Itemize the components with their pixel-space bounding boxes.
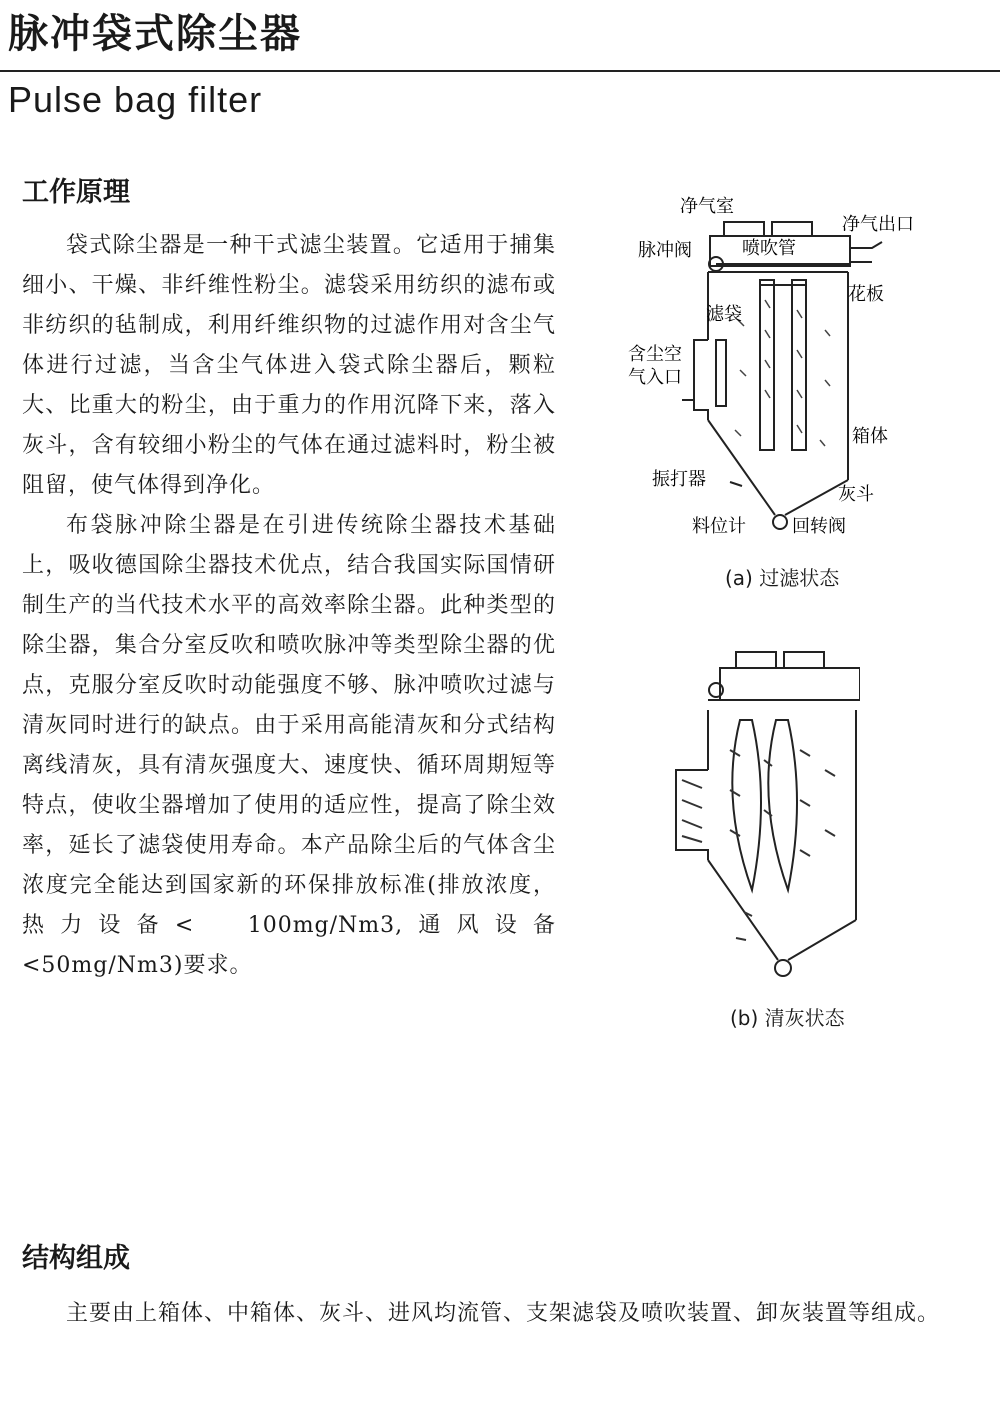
label-blow-pipe: 喷吹管 [742, 238, 796, 259]
label-clean-room: 净气室 [680, 196, 734, 217]
label-box: 箱体 [852, 426, 888, 447]
caption-cleaning-state: (b) 清灰状态 [730, 1006, 845, 1030]
label-level-meter: 料位计 [692, 516, 746, 537]
principle-text [22, 226, 556, 986]
diagram-filtering-state [620, 190, 920, 550]
label-rapper: 振打器 [652, 469, 706, 490]
section-heading-principle: 工作原理 [22, 177, 130, 208]
caption-filtering-state: (a) 过滤状态 [725, 566, 840, 590]
page-title: 脉冲袋式除尘器 [8, 11, 302, 57]
label-pulse-valve: 脉冲阀 [638, 240, 692, 261]
section-heading-structure: 结构组成 [22, 1243, 130, 1274]
diagram-cleaning-state [660, 640, 860, 980]
label-rotary-valve: 回转阀 [792, 516, 846, 537]
label-filter-bag: 滤袋 [706, 304, 742, 325]
label-tube-sheet: 花板 [848, 284, 884, 305]
label-clean-outlet: 净气出口 [842, 214, 914, 235]
principle-paragraph-1: 袋式除尘器是一种干式滤尘装置。它适用于捕集细小、干燥、非纤维性粉尘。滤袋采用纺织的滤布或非纺织的毡制成，利用纤维织物的过滤作用对含尘气体进行过滤，当含尘气体进入袋式除尘器后，颗粒大、比重大的粉尘，由于重力的作用沉降下来，落入灰斗，含有较细小粉尘的气体在通过滤料时，粉尘被阻留，使气体得到净化。 [22, 233, 556, 498]
structure-paragraph: 主要由上箱体、中箱体、灰斗、进风均流管、支架滤袋及喷吹装置、卸灰装置等组成。 [66, 1301, 941, 1326]
title-divider [0, 70, 1000, 72]
label-hopper: 灰斗 [838, 484, 874, 505]
label-dusty-inlet-line1: 含尘空 [628, 344, 682, 365]
label-dusty-inlet-line2: 气入口 [628, 367, 682, 388]
page-subtitle: Pulse bag filter [8, 79, 263, 120]
principle-paragraph-2: 布袋脉冲除尘器是在引进传统除尘器技术基础上，吸收德国除尘器技术优点，结合我国实际国情研制生产的当代技术水平的高效率除尘器。此种类型的除尘器，集合分室反吹和喷吹脉冲等类型除尘器的优点，克服分室反吹时动能强度不够、脉冲喷吹过滤与清灰同时进行的缺点。由于采用高能清灰和分式结构离线清灰，具有清灰强度大、速度快、循环周期短等特点，使收尘器增加了使用的适应性，提高了除尘效率，延长了滤袋使用寿命。本产品除尘后的气体含尘浓度完全能达到国家新的环保排放标准(排放浓度，热力设备< 100mg/Nm3,通风设备<50mg/Nm3)要求。 [22, 513, 556, 978]
structure-text [22, 1294, 986, 1334]
